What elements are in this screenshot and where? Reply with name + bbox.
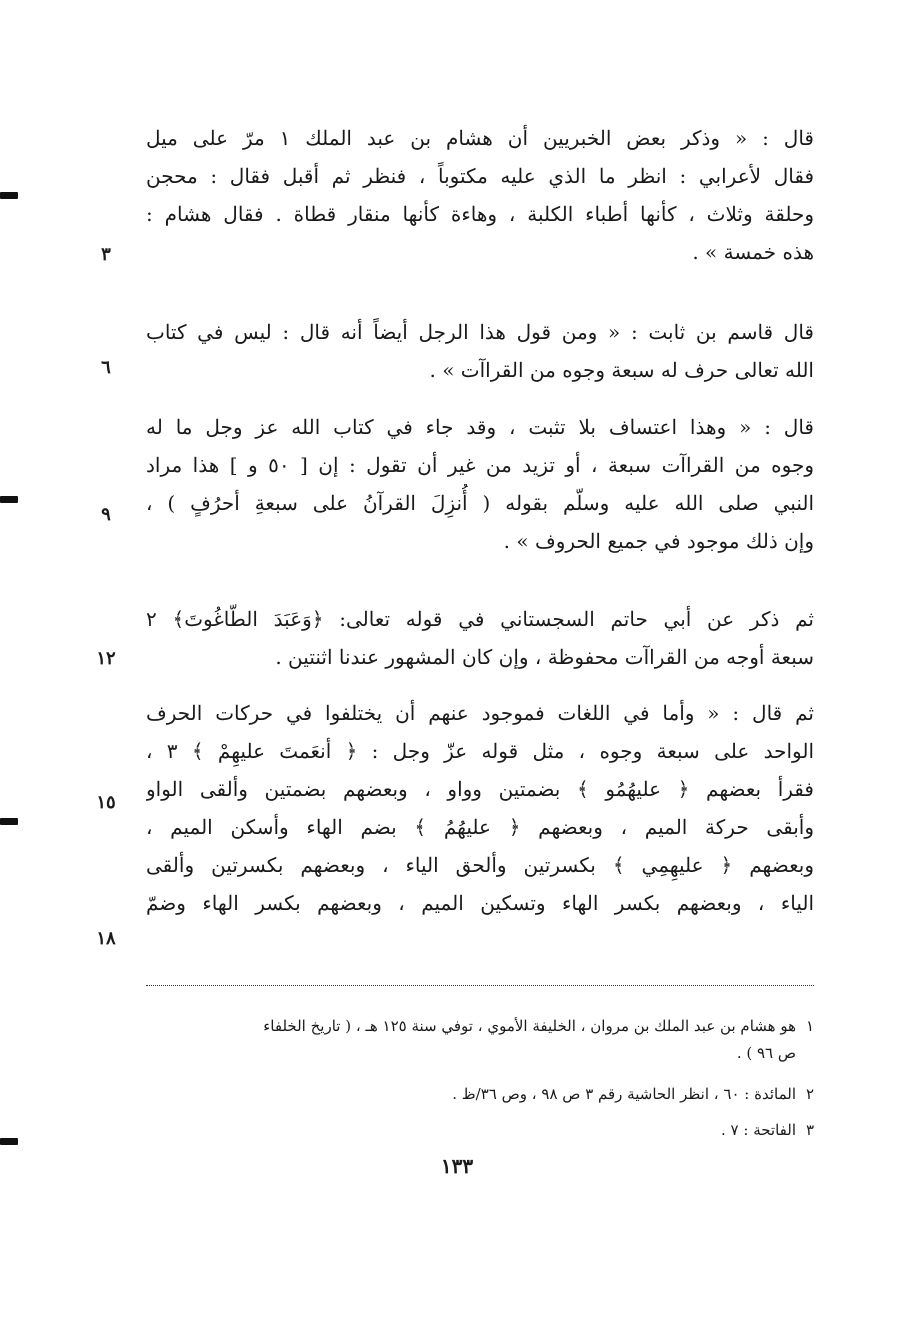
edge-mark: [0, 192, 18, 199]
text-line: وحلقة وثلاث ، كأنها أطباء الكلبة ، وهاءة كأنها منقار قطاة . فقال هشام :: [146, 202, 814, 226]
line-number: ١٢: [96, 648, 116, 669]
text-line: النبي صلى الله عليه وسلّم بقوله ( أُنزِلَ القرآنُ على سبعةِ أحرُفٍ ) ،: [146, 491, 814, 515]
footnote: [146, 1117, 814, 1144]
footnote: [146, 1013, 814, 1067]
text-line: الواحد على سبعة وجوه ، مثل قوله عزّ وجل : ﴿ أنعَمتَ عليهِمْ ﴾ ٣ ،: [146, 739, 814, 763]
footnote-number: ٣: [805, 1121, 814, 1139]
footnote-text: ص ٩٦ ) .: [736, 1044, 796, 1062]
line-number: ١٥: [96, 792, 116, 813]
paragraph: [146, 694, 814, 922]
text-line: فقرأ بعضهم ﴿ عليهُمُو ﴾ بضمتين وواو ، وبعضهم بضمتين وألقى الواو: [146, 777, 814, 801]
edge-mark: [0, 818, 18, 825]
text-line: قال قاسم بن ثابت : « ومن قول هذا الرجل أيضاً أنه قال : ليس في كتاب: [146, 320, 814, 344]
text-line: ثم ذكر عن أبي حاتم السجستاني في قوله تعالى: ﴿وَعَبَدَ الطّاغُوتَ﴾ ٢: [146, 607, 814, 631]
text-line: وإن ذلك موجود في جميع الحروف » .: [503, 529, 814, 553]
line-number: ٣: [101, 244, 111, 265]
footnote-number: ١: [805, 1017, 814, 1035]
text-line: ثم قال : « وأما في اللغات فموجود عنهم أن يختلفوا في حركات الحرف: [146, 701, 814, 725]
edge-mark: [0, 496, 18, 503]
text-line: هذه خمسة » .: [692, 240, 814, 264]
footnote-number: ٢: [805, 1085, 814, 1103]
text-line: الياء ، وبعضهم بكسر الهاء وتسكين الميم ، وبعضهم بكسر الهاء وضمّ: [146, 891, 814, 915]
text-line: وأبقى حركة الميم ، وبعضهم ﴿ عليهُمُ ﴾ بضم الهاء وأسكن الميم ،: [146, 815, 814, 839]
footnote-divider: [146, 985, 814, 986]
text-line: فقال لأعرابي : انظر ما الذي عليه مكتوباً ، فنظر ثم أقبل فقال : محجن: [146, 164, 814, 188]
footnote-text: هو هشام بن عبد الملك بن مروان ، الخليفة الأموي ، توفي سنة ١٢٥ هـ ، ( تاريخ الخلفاء: [263, 1017, 796, 1035]
text-line: الله تعالى حرف له سبعة وجوه من القراآت » .: [429, 358, 814, 382]
text-line: سبعة أوجه من القراآت محفوظة ، وإن كان المشهور عندنا اثنتين .: [275, 645, 814, 669]
paragraph: [146, 119, 814, 271]
page-number: ١٣٣: [440, 1154, 474, 1178]
text-line: قال : « وهذا اعتساف بلا تثبت ، وقد جاء في كتاب الله عز وجل ما له: [146, 415, 814, 439]
text-line: وجوه من القراآت سبعة ، أو تزيد من غير أن تقول : إن [ ٥٠ و ] هذا مراد: [146, 453, 814, 477]
paragraph: [146, 600, 814, 676]
line-number: ١٨: [96, 928, 116, 949]
edge-mark: [0, 1138, 18, 1145]
footnote-text: الفاتحة : ٧ .: [721, 1121, 796, 1139]
text-line: وبعضهم ﴿ عليهِمِي ﴾ بكسرتين وألحق الياء ، وبعضهم بكسرتين وألقى: [146, 853, 814, 877]
footnote: [146, 1081, 814, 1108]
line-number: ٩: [101, 504, 111, 525]
paragraph: [146, 408, 814, 560]
text-line: قال : « وذكر بعض الخبريين أن هشام بن عبد الملك ١ مرّ على ميل: [146, 126, 814, 150]
line-number: ٦: [101, 357, 111, 378]
footnote-text: المائدة : ٦٠ ، انظر الحاشية رقم ٣ ص ٩٨ ، وص ٣٦/ظ .: [452, 1085, 796, 1103]
paragraph: [146, 313, 814, 389]
